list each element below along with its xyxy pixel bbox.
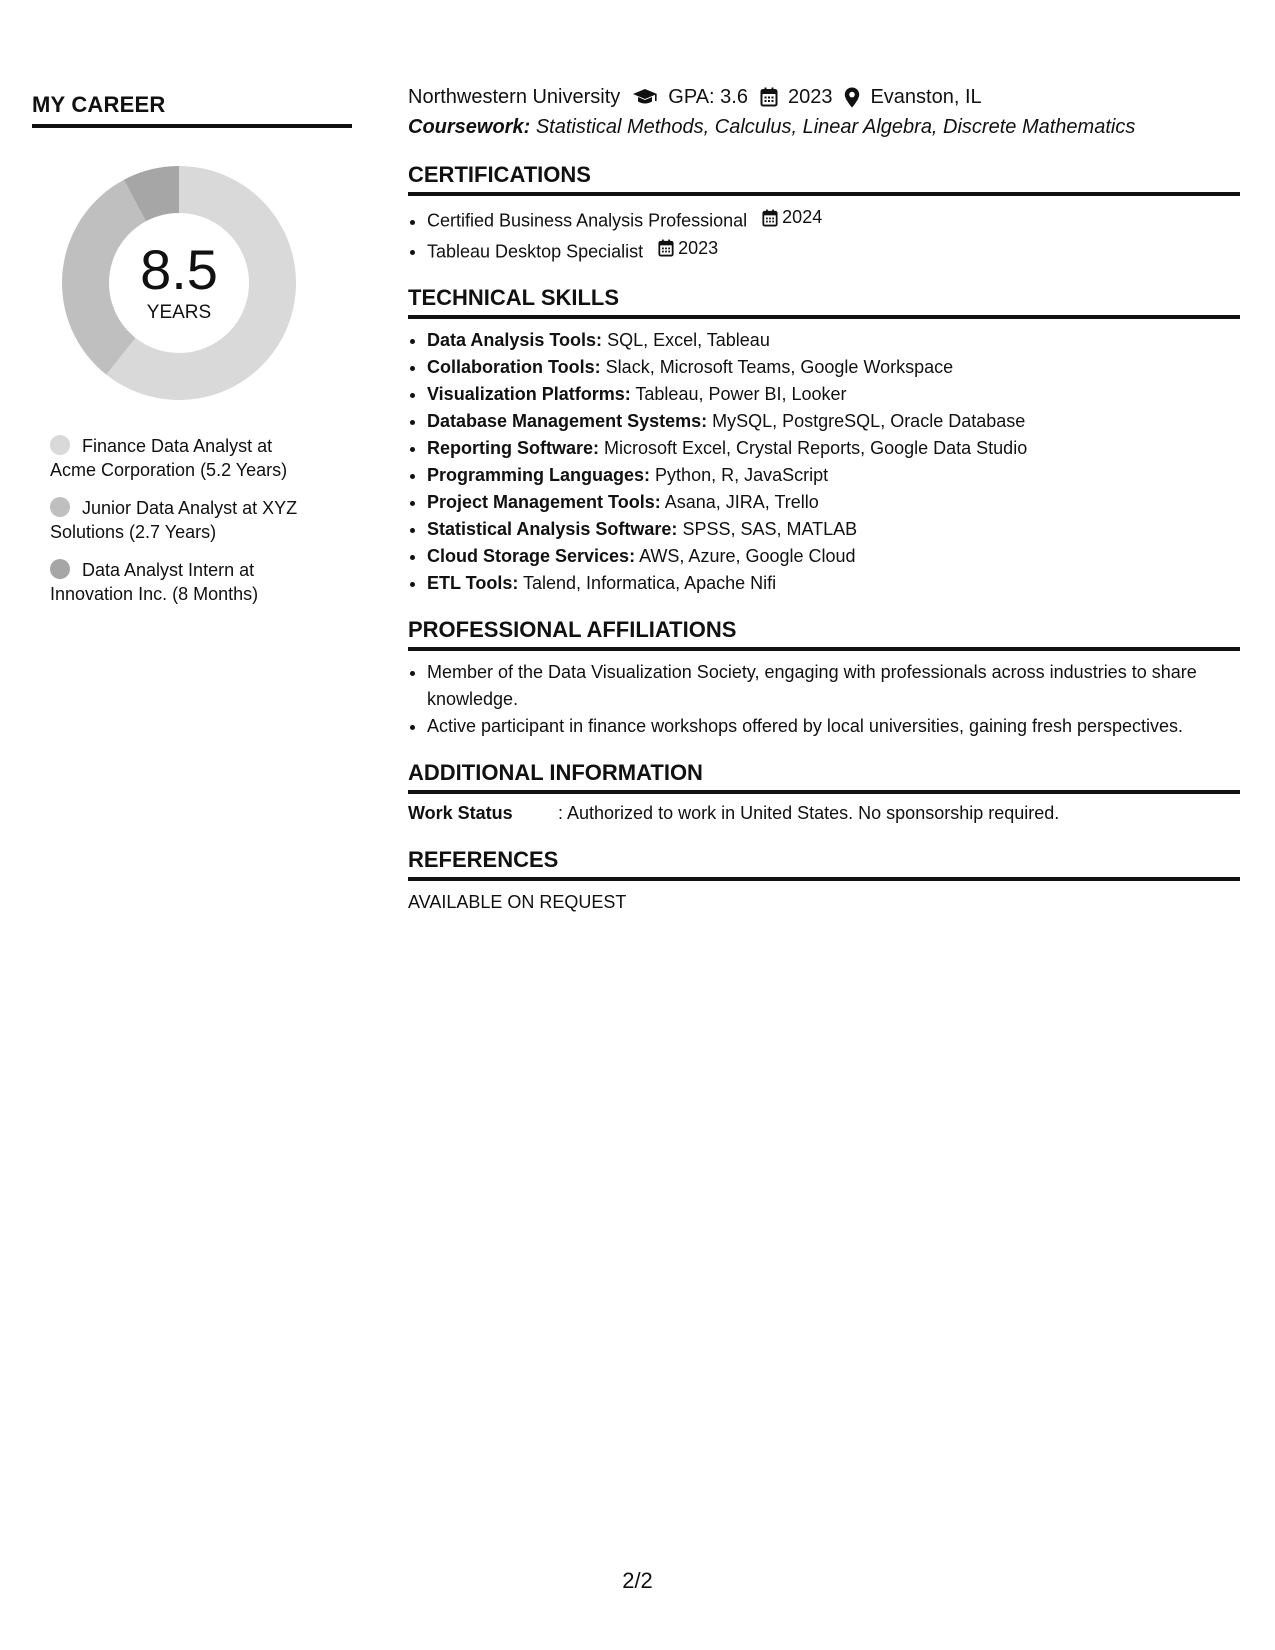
calendar-icon: [762, 209, 778, 227]
skill-item: [427, 570, 1240, 597]
skill-values: SPSS, SAS, MATLAB: [682, 519, 858, 539]
skill-item: [427, 327, 1240, 354]
total-years-value: 8.5: [140, 238, 218, 301]
certification-item: [427, 235, 1240, 266]
skill-category: Visualization Platforms:: [427, 384, 631, 404]
skill-category: Project Management Tools:: [427, 492, 661, 512]
legend-label: Data Analyst Intern at Innovation Inc. (8 Months): [50, 560, 259, 604]
coursework-label: Coursework:: [408, 116, 531, 138]
affiliation-item: • Member of the Data Visualization Society, engaging with professionals across industries to share knowledge.: [427, 659, 1240, 713]
calendar-icon: [658, 239, 674, 257]
skill-values: Tableau, Power BI, Looker: [635, 384, 847, 404]
affiliations-title: PROFESSIONAL AFFILIATIONS: [408, 617, 1240, 651]
skill-category: Data Analysis Tools:: [427, 330, 603, 350]
skill-category: Programming Languages:: [427, 465, 651, 485]
skill-item: [427, 543, 1240, 570]
career-sidebar: [32, 92, 352, 620]
legend-item: [50, 496, 320, 544]
work-status-label: Work Status: [408, 803, 513, 823]
skill-item: [427, 381, 1240, 408]
work-status-row: [408, 800, 1240, 827]
skill-values: Asana, JIRA, Trello: [664, 492, 819, 512]
skills-list: [408, 327, 1240, 597]
certification-name: Certified Business Analysis Professional: [427, 210, 748, 231]
certification-item: [427, 204, 1240, 235]
calendar-icon: [760, 87, 778, 107]
affiliations-list: [408, 659, 1240, 740]
legend-item: [50, 434, 320, 482]
skill-values: MySQL, PostgreSQL, Oracle Database: [712, 411, 1026, 431]
certifications-list: [408, 204, 1240, 265]
certification-year: 2023: [678, 237, 719, 258]
coursework-list: Statistical Methods, Calculus, Linear Algebra, Discrete Mathematics: [535, 116, 1136, 138]
map-pin-icon: [844, 87, 860, 108]
career-heading: MY CAREER: [32, 92, 352, 128]
donut-center: [54, 158, 304, 408]
technical-skills-section: [408, 285, 1240, 597]
coursework-line: [408, 112, 1240, 142]
graduation-year: 2023: [787, 86, 833, 108]
skill-values: Python, R, JavaScript: [655, 465, 829, 485]
skill-values: Slack, Microsoft Teams, Google Workspace: [605, 357, 954, 377]
skill-category: Cloud Storage Services:: [427, 546, 636, 566]
page-number: 2/2: [622, 1568, 653, 1593]
skill-category: Database Management Systems:: [427, 411, 708, 431]
skill-item: [427, 408, 1240, 435]
certifications-section: [408, 162, 1240, 265]
legend-swatch: [50, 497, 70, 517]
skill-category: Collaboration Tools:: [427, 357, 601, 377]
references-text: AVAILABLE ON REQUEST: [408, 892, 627, 912]
skill-item: [427, 462, 1240, 489]
certification-date: [658, 235, 718, 262]
affiliations-section: [408, 617, 1240, 740]
work-status-value: : Authorized to work in United States. No sponsorship required.: [558, 803, 1060, 823]
total-years-unit: YEARS: [146, 302, 212, 323]
skill-item: [427, 435, 1240, 462]
certification-name: Tableau Desktop Specialist: [427, 241, 644, 261]
legend-swatch: [50, 435, 70, 455]
certification-date: [762, 204, 822, 231]
references-section: [408, 847, 1240, 916]
references-title: REFERENCES: [408, 847, 1240, 881]
skill-category: ETL Tools:: [427, 573, 519, 593]
skill-values: Microsoft Excel, Crystal Reports, Google Data Studio: [604, 438, 1028, 458]
skill-category: Statistical Analysis Software:: [427, 519, 678, 539]
skill-values: Talend, Informatica, Apache Nifi: [523, 573, 777, 593]
gpa: GPA: 3.6: [668, 86, 748, 108]
skill-item: [427, 489, 1240, 516]
legend-swatch: [50, 559, 70, 579]
additional-info-title: ADDITIONAL INFORMATION: [408, 760, 1240, 794]
school-name: Northwestern University: [408, 86, 621, 108]
skill-item: [427, 354, 1240, 381]
skill-item: [427, 516, 1240, 543]
career-donut-chart: [54, 158, 304, 408]
certifications-title: CERTIFICATIONS: [408, 162, 1240, 196]
education-line: [408, 82, 1240, 112]
skill-values: AWS, Azure, Google Cloud: [639, 546, 856, 566]
legend-label: Finance Data Analyst at Acme Corporation (5.2 Years): [50, 436, 288, 480]
affiliation-item: • Active participant in finance workshops offered by local universities, gaining fresh perspectives.: [427, 713, 1240, 740]
graduation-cap-icon: [632, 88, 658, 106]
skill-category: Reporting Software:: [427, 438, 600, 458]
legend-item: [50, 558, 320, 606]
skill-values: SQL, Excel, Tableau: [607, 330, 770, 350]
career-legend: [50, 434, 320, 606]
resume-main: [408, 82, 1240, 916]
legend-label: Junior Data Analyst at XYZ Solutions (2.7 Years): [50, 498, 298, 542]
additional-info-section: [408, 760, 1240, 827]
technical-skills-title: TECHNICAL SKILLS: [408, 285, 1240, 319]
school-location: Evanston, IL: [870, 86, 982, 108]
certification-year: 2024: [782, 207, 823, 227]
